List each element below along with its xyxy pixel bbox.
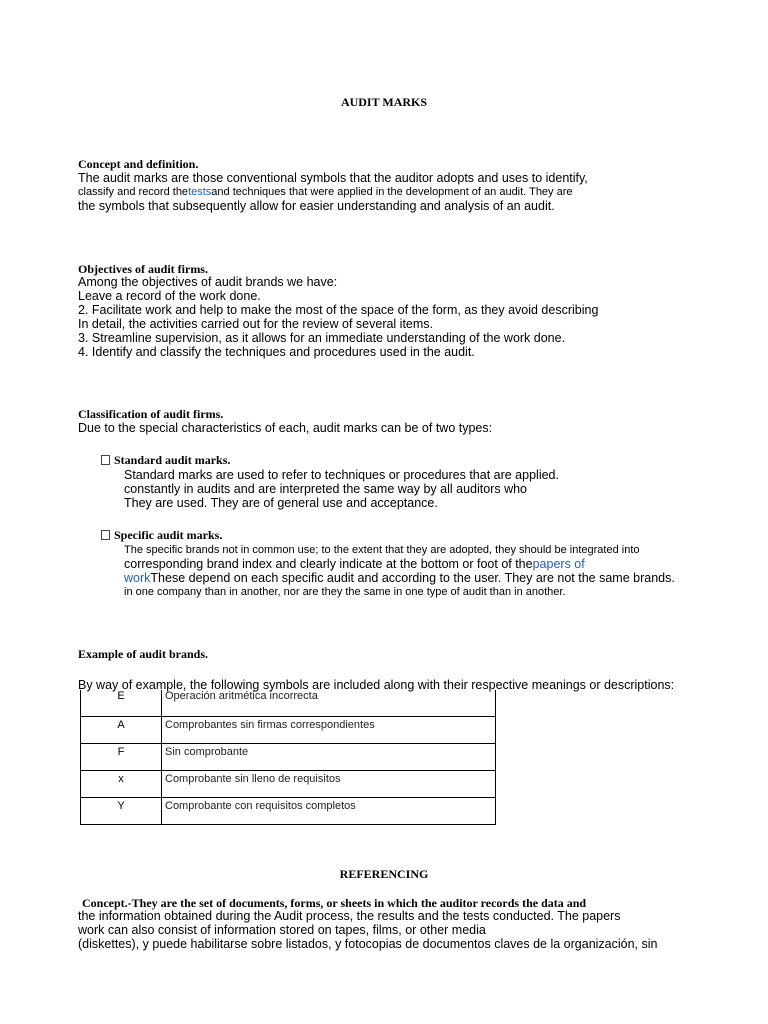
concept-line-2 bbox=[78, 185, 573, 199]
referencing-line: work can also consist of information stored on tapes, films, or other media bbox=[78, 923, 486, 937]
standard-line: Standard marks are used to refer to techniques or procedures that are applied. bbox=[124, 468, 559, 482]
table-row bbox=[81, 717, 496, 744]
specific-line-4: in one company than in another, nor are they the same in one type of audit than in another. bbox=[124, 586, 566, 598]
audit-marks-table bbox=[80, 690, 496, 825]
objectives-line: 3. Streamline supervision, as it allows for an immediate understanding of the work done. bbox=[78, 331, 566, 345]
concept-line-1: The audit marks are those conventional symbols that the auditor adopts and uses to identify, bbox=[78, 171, 588, 185]
concept-line-3: the symbols that subsequently allow for easier understanding and analysis of an audit. bbox=[78, 199, 555, 213]
bullet-icon bbox=[101, 530, 110, 540]
objectives-line: 2. Facilitate work and help to make the most of the space of the form, as they avoid describing bbox=[78, 303, 599, 317]
example-heading: Example of audit brands. bbox=[78, 647, 209, 661]
symbol-cell: F bbox=[81, 744, 162, 771]
papers-of-work-link[interactable]: papers of bbox=[532, 557, 585, 571]
tests-link[interactable]: tests bbox=[188, 186, 212, 198]
referencing-concept-line: Concept.-They are the set of documents, forms, or sheets in which the auditor records the data and bbox=[82, 896, 587, 910]
objectives-line: In detail, the activities carried out for the review of several items. bbox=[78, 317, 434, 331]
standard-line: They are used. They are of general use and acceptance. bbox=[124, 496, 438, 510]
description-cell: Comprobante sin lleno de requisitos bbox=[162, 771, 496, 798]
classification-intro: Due to the special characteristics of each, audit marks can be of two types: bbox=[78, 421, 493, 435]
standard-marks-heading-text: Standard audit marks. bbox=[114, 453, 231, 467]
symbol-cell: A bbox=[81, 717, 162, 744]
description-cell: Sin comprobante bbox=[162, 744, 496, 771]
example-intro: By way of example, the following symbols are included along with their respective meanings or descriptions: bbox=[78, 678, 675, 692]
description-cell: Comprobante con requisitos completos bbox=[162, 798, 496, 825]
description-cell: Operación aritmética incorrecta bbox=[162, 690, 496, 717]
classification-heading: Classification of audit firms. bbox=[78, 407, 224, 421]
table-row bbox=[81, 798, 496, 825]
table-row bbox=[81, 771, 496, 798]
specific-marks-heading bbox=[101, 528, 222, 543]
standard-marks-heading bbox=[101, 453, 230, 468]
specific-line-3-text: These depend on each specific audit and according to the user. They are not the same brands. bbox=[150, 571, 675, 585]
referencing-line: the information obtained during the Audit process, the results and the tests conducted. The papers bbox=[78, 909, 621, 923]
specific-line-3 bbox=[124, 571, 675, 585]
specific-line-1: The specific brands not in common use; to the extent that they are adopted, they should be integrated into bbox=[124, 544, 640, 556]
symbol-cell: x bbox=[81, 771, 162, 798]
bullet-icon bbox=[101, 455, 110, 465]
symbol-cell: Y bbox=[81, 798, 162, 825]
specific-marks-heading-text: Specific audit marks. bbox=[114, 528, 223, 542]
concept-line-2-text: classify and record the bbox=[78, 186, 189, 198]
concept-line-2-text-b: and techniques that were applied in the development of an audit. They are bbox=[211, 186, 573, 198]
work-link[interactable]: work bbox=[124, 571, 151, 585]
objectives-line: 4. Identify and classify the techniques and procedures used in the audit. bbox=[78, 345, 475, 359]
symbol-cell: E bbox=[81, 690, 162, 717]
specific-line-2-text: corresponding brand index and clearly indicate at the bottom or foot of the bbox=[124, 557, 533, 571]
referencing-line: (diskettes), y puede habilitarse sobre listados, y fotocopias de documentos claves de la organización, sin bbox=[78, 937, 658, 951]
table-row bbox=[81, 690, 496, 717]
objectives-heading: Objectives of audit firms. bbox=[78, 262, 208, 276]
objectives-line: Among the objectives of audit brands we have: bbox=[78, 275, 338, 289]
standard-line: constantly in audits and are interpreted the same way by all auditors who bbox=[124, 482, 528, 496]
objectives-line: Leave a record of the work done. bbox=[78, 289, 261, 303]
description-cell: Comprobantes sin firmas correspondientes bbox=[162, 717, 496, 744]
page-title: AUDIT MARKS bbox=[340, 95, 428, 109]
referencing-title: REFERENCING bbox=[339, 867, 429, 881]
table-row bbox=[81, 744, 496, 771]
specific-line-2 bbox=[124, 557, 585, 571]
concept-heading: Concept and definition. bbox=[78, 157, 199, 171]
